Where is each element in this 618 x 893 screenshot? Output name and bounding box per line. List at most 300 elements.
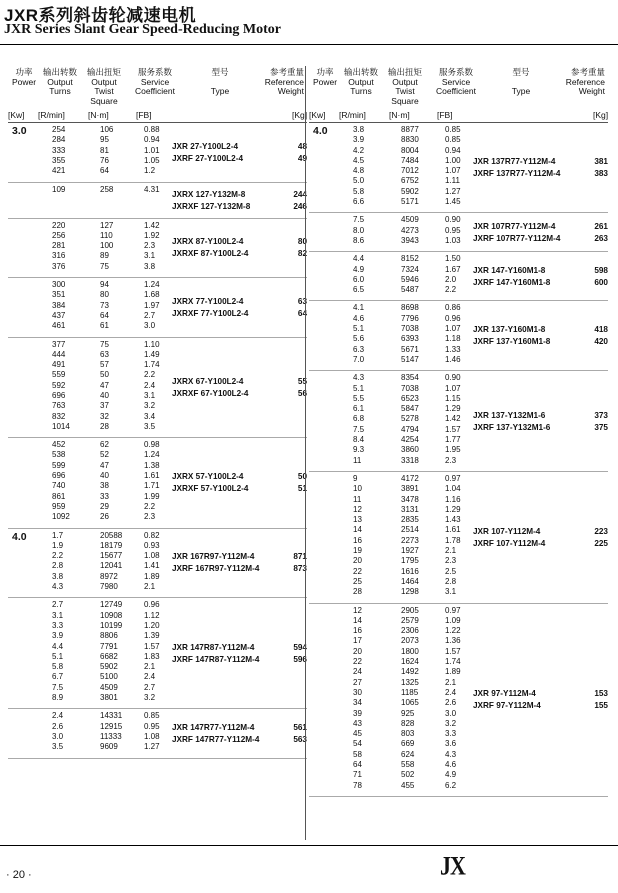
spec-rows [353,125,473,207]
table-row [353,456,473,466]
service-factor: 1.03 [445,235,461,245]
output-torque: 37 [100,401,109,411]
service-factor: 1.38 [144,460,160,470]
output-speed: 20 [353,556,362,566]
service-header-line: Coefficient [134,86,175,96]
service-factor: 1.04 [445,484,461,494]
page-number: · 20 · [6,869,32,881]
output-speed: 2.8 [52,561,64,571]
service-factor: 0.90 [445,215,461,225]
table-row [353,394,473,404]
table-row [52,481,172,491]
service-header-line: Coefficient [435,86,476,96]
spec-rows [52,340,172,433]
model-line [172,722,307,734]
model-line [473,221,608,233]
model-name: JXR 107R77-Y112M-4 [473,221,556,231]
output-torque: 7324 [401,264,419,274]
service-factor: 1.00 [445,155,461,165]
service-factor: 2.2 [144,370,156,380]
table-header [8,66,307,108]
model-weight: 383 [594,169,608,179]
service-factor: 0.98 [144,440,160,450]
table-row [353,197,473,207]
model-line [172,471,307,483]
table-row [52,370,172,380]
model-name: JXRXF 77-Y100L2-4 [172,308,249,318]
model-weight: 244 [293,189,307,199]
speed-header [339,68,383,97]
speed-header [38,68,82,97]
table-row [353,435,473,445]
model-weight: 420 [594,337,608,347]
service-factor: 2.3 [445,556,457,566]
spec-rows [353,373,473,466]
torque-header-line: Output [392,76,418,87]
model-name: JXR 147R77-Y112M-4 [172,722,255,732]
model-weight: 871 [293,552,307,562]
service-factor: 0.82 [144,530,160,540]
model-line [473,233,608,245]
service-factor: 1.43 [445,515,461,525]
output-torque: 127 [100,220,114,230]
table-row [52,621,172,631]
table-row [52,262,172,272]
table-row [353,215,473,225]
model-name: JXRF 147R87-Y112M-4 [172,654,260,664]
service-factor: 1.07 [445,166,461,176]
output-speed: 5.6 [353,334,365,344]
service-factor: 4.6 [445,760,457,769]
type-header-line: 型号 [211,67,229,77]
output-speed: 4.4 [353,254,365,264]
output-torque: 32 [100,411,109,421]
output-torque: 4794 [401,424,419,434]
output-speed: 6.8 [353,414,365,424]
motor-group [309,213,608,252]
model-weight: 375 [594,422,608,432]
model-weight: 51 [297,484,307,494]
output-torque: 52 [100,450,109,460]
table-row [353,587,473,597]
service-factor: 0.95 [445,225,461,235]
motor-group [8,219,307,279]
model-name: JXRF 97-Y112M-4 [473,701,541,711]
table-row [353,176,473,186]
model-list [172,376,307,400]
table-row [353,285,473,295]
output-torque: 558 [401,760,415,769]
power-header [309,68,341,87]
power-header-line: 功率 [316,67,334,77]
output-speed: 333 [52,145,66,155]
model-line [172,248,307,260]
output-speed: 2.7 [52,600,64,610]
output-speed: 19 [353,546,362,556]
output-speed: 763 [52,401,66,411]
service-factor: 1.46 [445,354,461,364]
output-torque: 5902 [100,662,118,672]
output-speed: 444 [52,349,66,359]
service-factor: 2.1 [144,582,156,592]
output-speed: 861 [52,491,66,501]
weight-header-line: 参考重量 [570,67,605,77]
model-name: JXRX 127-Y132M-8 [172,189,246,199]
table-row [353,781,473,791]
output-speed: 351 [52,290,66,300]
spec-rows [52,280,172,331]
power-value: 4.0 [313,125,328,137]
type-header [194,68,246,96]
table-row [52,412,172,422]
model-weight: 261 [594,221,608,231]
output-torque: 14331 [100,711,123,721]
output-torque: 33 [100,491,109,501]
title-divider [0,44,618,45]
table-row [353,525,473,535]
service-factor: 1.61 [445,525,461,535]
output-speed: 559 [52,370,66,380]
model-line [473,336,608,348]
output-torque: 10199 [100,620,123,630]
output-speed: 58 [353,749,362,759]
table-row [353,556,473,566]
table-row [52,360,172,370]
weight-header-line: Weight [578,86,605,96]
output-speed: 254 [52,125,66,134]
model-name: JXRF 137-Y132M1-6 [473,422,551,432]
service-factor: 1.22 [445,626,461,636]
motor-group [8,438,307,528]
service-factor: 1.77 [445,435,461,445]
unit-torque: [N·m] [389,110,410,120]
output-torque: 5147 [401,354,419,364]
model-weight: 263 [594,233,608,243]
model-name: JXR 137-Y132M1-6 [473,410,546,420]
table-row [52,280,172,290]
output-speed: 5.1 [353,383,365,393]
unit-fb: [FB] [437,110,453,120]
service-factor: 0.85 [445,125,461,134]
model-line [172,551,307,563]
output-speed: 4.2 [353,145,365,155]
output-speed: 4.3 [52,582,64,592]
model-name: JXRF 27-Y100L2-4 [172,153,243,163]
output-torque: 2306 [401,626,419,636]
unit-fb: [FB] [136,110,152,120]
table-row [353,135,473,145]
table-row [52,290,172,300]
output-torque: 95 [100,135,109,145]
output-torque: 7796 [401,313,419,323]
output-torque: 29 [100,501,109,511]
output-torque: 2514 [401,525,419,535]
table-row [353,236,473,246]
model-name: JXR 97-Y112M-4 [473,689,536,699]
power-header-line: 功率 [15,67,33,77]
output-speed: 13 [353,515,362,525]
output-speed: 24 [353,667,362,677]
service-factor: 0.95 [144,721,160,731]
output-torque: 3478 [401,494,419,504]
service-factor: 2.1 [445,546,457,556]
service-factor: 3.1 [445,587,457,597]
output-torque: 106 [100,125,114,134]
output-speed: 281 [52,241,66,251]
service-factor: 3.1 [144,390,156,400]
service-factor: 3.2 [144,693,156,703]
output-torque: 4509 [100,682,118,692]
output-torque: 76 [100,155,109,165]
speed-header-line: Turns [350,86,372,96]
model-name: JXRX 67-Y100L2-4 [172,376,244,386]
output-torque: 1927 [401,546,419,556]
service-factor: 1.50 [445,254,461,264]
model-list [172,189,307,213]
model-line [473,538,608,550]
table-row [52,251,172,261]
output-speed: 3.5 [52,742,64,752]
output-speed: 25 [353,576,362,586]
model-line [473,700,608,712]
table-row [353,546,473,556]
output-speed: 78 [353,780,362,790]
output-speed: 43 [353,718,362,728]
table-row [353,187,473,197]
model-weight: 153 [594,689,608,699]
model-line [172,236,307,248]
spec-rows [353,215,473,246]
service-factor: 2.1 [445,677,457,687]
table-row [52,311,172,321]
service-factor: 0.86 [445,303,461,313]
output-speed: 316 [52,251,66,261]
service-factor: 1.01 [144,145,160,155]
service-factor: 3.1 [144,251,156,261]
table-row [52,672,172,682]
model-list [473,688,608,712]
service-factor: 0.88 [144,125,160,134]
output-torque: 4172 [401,473,419,483]
model-list [172,722,307,746]
output-speed: 3.8 [353,125,365,134]
service-factor: 1.11 [445,176,460,186]
motor-group [8,529,307,599]
service-factor: 0.85 [144,711,160,721]
model-list [172,471,307,495]
output-speed: 3.8 [52,571,64,581]
output-torque: 26 [100,512,109,522]
model-list [172,236,307,260]
output-torque: 2835 [401,515,419,525]
output-torque: 64 [100,310,109,320]
output-speed: 5.8 [52,662,64,672]
output-speed: 11 [353,455,362,465]
output-torque: 75 [100,339,109,349]
service-factor: 1.12 [144,610,160,620]
output-torque: 8830 [401,135,419,145]
output-speed: 384 [52,300,66,310]
output-speed: 6.7 [52,672,64,682]
output-speed: 592 [52,380,66,390]
table-row [353,345,473,355]
output-speed: 4.9 [353,264,365,274]
output-torque: 1616 [401,566,419,576]
service-factor: 2.7 [144,682,156,692]
table-row [353,719,473,729]
output-torque: 20588 [100,530,123,540]
table-row [353,760,473,770]
spec-rows [52,531,172,593]
unit-weight: [Kg] [593,110,609,120]
spec-rows [52,600,172,703]
output-speed: 22 [353,566,362,576]
power-header [8,68,40,87]
output-speed: 12 [353,605,362,615]
table-row [52,471,172,481]
output-torque: 8877 [401,125,419,134]
output-torque: 2073 [401,636,419,646]
table-row [52,391,172,401]
table-row [52,561,172,571]
service-factor: 2.2 [144,501,156,511]
unit-power: [Kw] [309,110,326,120]
table-row [353,404,473,414]
brand-logo: JX [440,850,465,881]
table-row [52,582,172,592]
service-factor: 3.0 [144,321,156,331]
output-torque: 8806 [100,631,118,641]
spec-rows [353,303,473,365]
unit-torque: [N·m] [88,110,109,120]
table-row [52,502,172,512]
output-speed: 355 [52,155,66,165]
output-speed: 377 [52,339,66,349]
output-torque: 80 [100,290,109,300]
service-factor: 2.2 [445,285,457,295]
table-row [353,425,473,435]
output-speed: 14 [353,615,362,625]
table-row [52,321,172,331]
model-weight: 418 [594,325,608,335]
motor-group [309,604,608,797]
table-row [353,414,473,424]
model-list [473,221,608,245]
unit-speed: [R/min] [339,110,366,120]
table-row [353,265,473,275]
output-torque: 9609 [100,742,118,752]
table-row [353,606,473,616]
output-torque: 828 [401,718,415,728]
table-row [353,636,473,646]
speed-header-line: Output [348,76,374,87]
table-row [353,355,473,365]
output-torque: 5278 [401,414,419,424]
service-factor: 2.0 [445,274,457,284]
spec-rows [353,606,473,791]
output-speed: 8.9 [52,693,64,703]
table-row [353,226,473,236]
output-torque: 12749 [100,600,123,610]
table-row [353,474,473,484]
output-speed: 832 [52,411,66,421]
output-torque: 50 [100,370,109,380]
model-name: JXRXF 87-Y100L2-4 [172,249,249,259]
output-torque: 1624 [401,657,419,667]
output-speed: 27 [353,677,362,687]
service-factor: 1.78 [445,535,461,545]
output-speed: 220 [52,220,66,230]
service-factor: 1.74 [445,657,461,667]
output-torque: 47 [100,460,109,470]
output-torque: 7038 [401,383,419,393]
output-torque: 1795 [401,556,419,566]
output-torque: 3891 [401,484,419,494]
service-factor: 1.45 [445,197,461,207]
model-weight: 56 [297,388,307,398]
table-row [52,693,172,703]
output-torque: 15677 [100,551,123,561]
model-line [172,153,307,165]
table-row [52,135,172,145]
output-torque: 11333 [100,731,122,741]
output-speed: 5.8 [353,186,365,196]
output-speed: 28 [353,587,362,597]
table-row [52,572,172,582]
output-torque: 38 [100,481,109,491]
output-torque: 5171 [401,197,419,207]
output-torque: 2273 [401,535,419,545]
model-name: JXRF 147R77-Y112M-4 [172,734,260,744]
model-line [172,376,307,388]
model-line [473,156,608,168]
table-row [52,301,172,311]
model-weight: 80 [297,237,307,247]
service-factor: 1.08 [144,731,160,741]
model-name: JXRF 107-Y112M-4 [473,538,546,548]
output-speed: 20 [353,646,362,656]
table-row [353,709,473,719]
output-speed: 16 [353,626,362,636]
table-row [52,662,172,672]
output-speed: 11 [353,494,362,504]
output-speed: 109 [52,184,66,194]
output-torque: 47 [100,380,109,390]
service-factor: 3.4 [144,411,156,421]
service-factor: 4.31 [144,184,160,194]
model-line [172,141,307,153]
service-factor: 1.71 [144,481,160,491]
output-speed: 5.1 [353,324,365,334]
output-torque: 7484 [401,155,419,165]
table-row [353,678,473,688]
service-factor: 3.6 [445,739,457,749]
output-speed: 17 [353,636,362,646]
table-row [353,536,473,546]
service-header [126,68,184,97]
output-torque: 3318 [401,455,419,465]
service-factor: 0.85 [445,135,461,145]
motor-group [309,371,608,472]
unit-power: [Kw] [8,110,25,120]
service-factor: 1.18 [445,334,461,344]
model-weight: 381 [594,157,608,167]
output-torque: 925 [401,708,415,718]
motor-group [8,709,307,758]
model-weight: 82 [297,249,307,259]
service-header-line: Service [441,76,471,87]
output-speed: 14 [353,525,362,535]
